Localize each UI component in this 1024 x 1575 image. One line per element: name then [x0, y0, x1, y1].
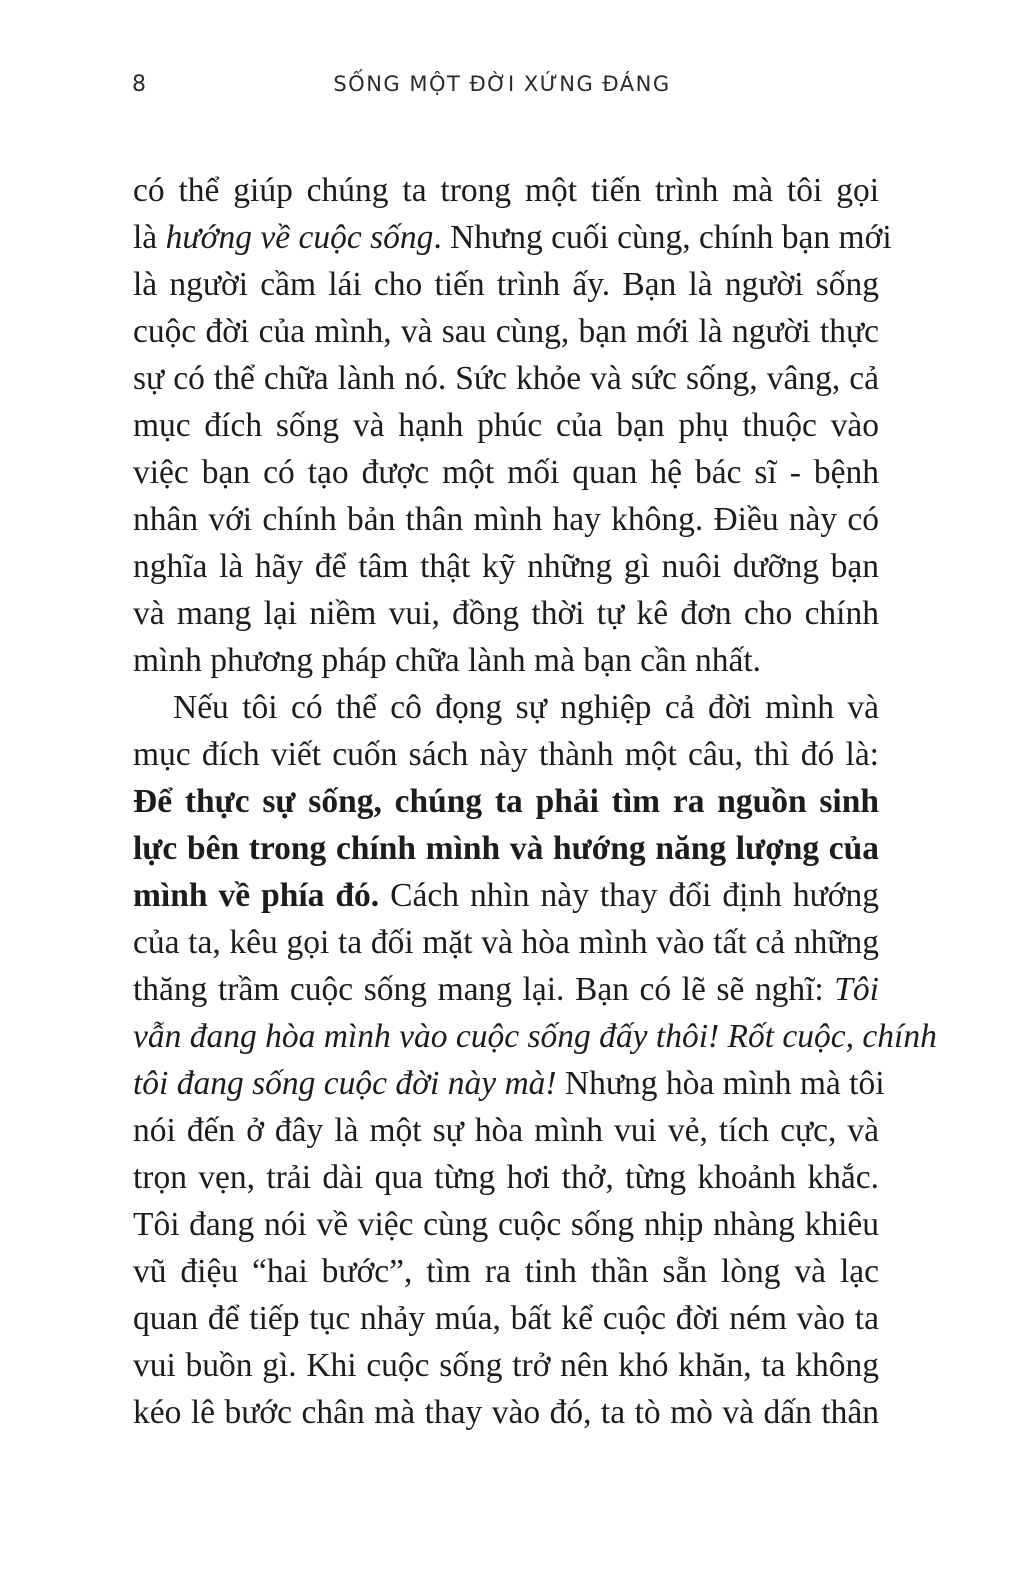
text-line: của ta, kêu gọi ta đối mặt và hòa mình vào tất cả những — [133, 924, 879, 961]
text-line — [133, 872, 879, 919]
text-line: là người cầm lái cho tiến trình ấy. Bạn là người sống — [133, 266, 879, 303]
running-title: SỐNG MỘT ĐỜI XỨNG ĐÁNG — [333, 72, 671, 96]
text-line: sự có thể chữa lành nó. Sức khỏe và sức sống, vâng, cả — [133, 360, 879, 397]
text-line: mục đích viết cuốn sách này thành một câu, thì đó là: — [133, 736, 879, 773]
text-span: . Nhưng cuối cùng, chính bạn mới — [433, 219, 892, 256]
italic-term: hướng về cuộc sống — [165, 219, 434, 256]
text-line: kéo lê bước chân mà thay vào đó, ta tò mò và dấn thân — [133, 1394, 879, 1431]
italic-quote: tôi đang sống cuộc đời này mà! — [133, 1065, 557, 1102]
text-span: thăng trầm cuộc sống mang lại. Bạn có lẽ sẽ nghĩ: — [133, 971, 835, 1008]
italic-quote-line: vẫn đang hòa mình vào cuộc sống đấy thôi! Rốt cuộc, chính — [133, 1018, 937, 1055]
bold-thesis-line: lực bên trong chính mình và hướng năng lượng của — [133, 830, 879, 867]
text-line: trọn vẹn, trải dài qua từng hơi thở, từng khoảnh khắc. — [133, 1159, 879, 1196]
text-line: quan để tiếp tục nhảy múa, bất kể cuộc đời ném vào ta — [133, 1300, 879, 1337]
text-span: là — [133, 219, 166, 256]
text-line: mục đích sống và hạnh phúc của bạn phụ thuộc vào — [133, 407, 879, 444]
text-line: Nếu tôi có thể cô đọng sự nghiệp cả đời mình và — [173, 689, 879, 726]
body-text — [133, 167, 937, 1436]
page-number: 8 — [132, 72, 147, 97]
text-line: có thể giúp chúng ta trong một tiến trình mà tôi gọi — [133, 172, 879, 209]
text-line — [133, 214, 892, 261]
text-line: nghĩa là hãy để tâm thật kỹ những gì nuôi dưỡng bạn — [133, 548, 879, 585]
text-line: việc bạn có tạo được một mối quan hệ bác sĩ - bệnh — [133, 454, 879, 491]
bold-thesis-line: Để thực sự sống, chúng ta phải tìm ra nguồn sinh — [133, 783, 879, 820]
text-span: Cách nhìn này thay đổi định hướng — [379, 877, 880, 914]
text-line: cuộc đời của mình, và sau cùng, bạn mới là người thực — [133, 313, 879, 350]
text-line: Tôi đang nói về việc cùng cuộc sống nhịp nhàng khiêu — [133, 1206, 879, 1243]
italic-quote: Tôi — [834, 971, 879, 1008]
text-line: vũ điệu “hai bước”, tìm ra tinh thần sẵn lòng và lạc — [133, 1253, 879, 1290]
text-line — [133, 1060, 885, 1107]
text-line: vui buồn gì. Khi cuộc sống trở nên khó khăn, ta không — [133, 1347, 879, 1384]
text-line: nhân với chính bản thân mình hay không. Điều này có — [133, 501, 879, 538]
bold-thesis-span: mình về phía đó. — [133, 877, 380, 914]
text-line — [133, 966, 879, 1013]
text-span: Nhưng hòa mình mà tôi — [556, 1065, 885, 1102]
text-line: mình phương pháp chữa lành mà bạn cần nhất. — [133, 642, 762, 679]
page-header — [0, 72, 1024, 108]
text-line: nói đến ở đây là một sự hòa mình vui vẻ, tích cực, và — [133, 1112, 879, 1149]
text-line: và mang lại niềm vui, đồng thời tự kê đơn cho chính — [133, 595, 879, 632]
